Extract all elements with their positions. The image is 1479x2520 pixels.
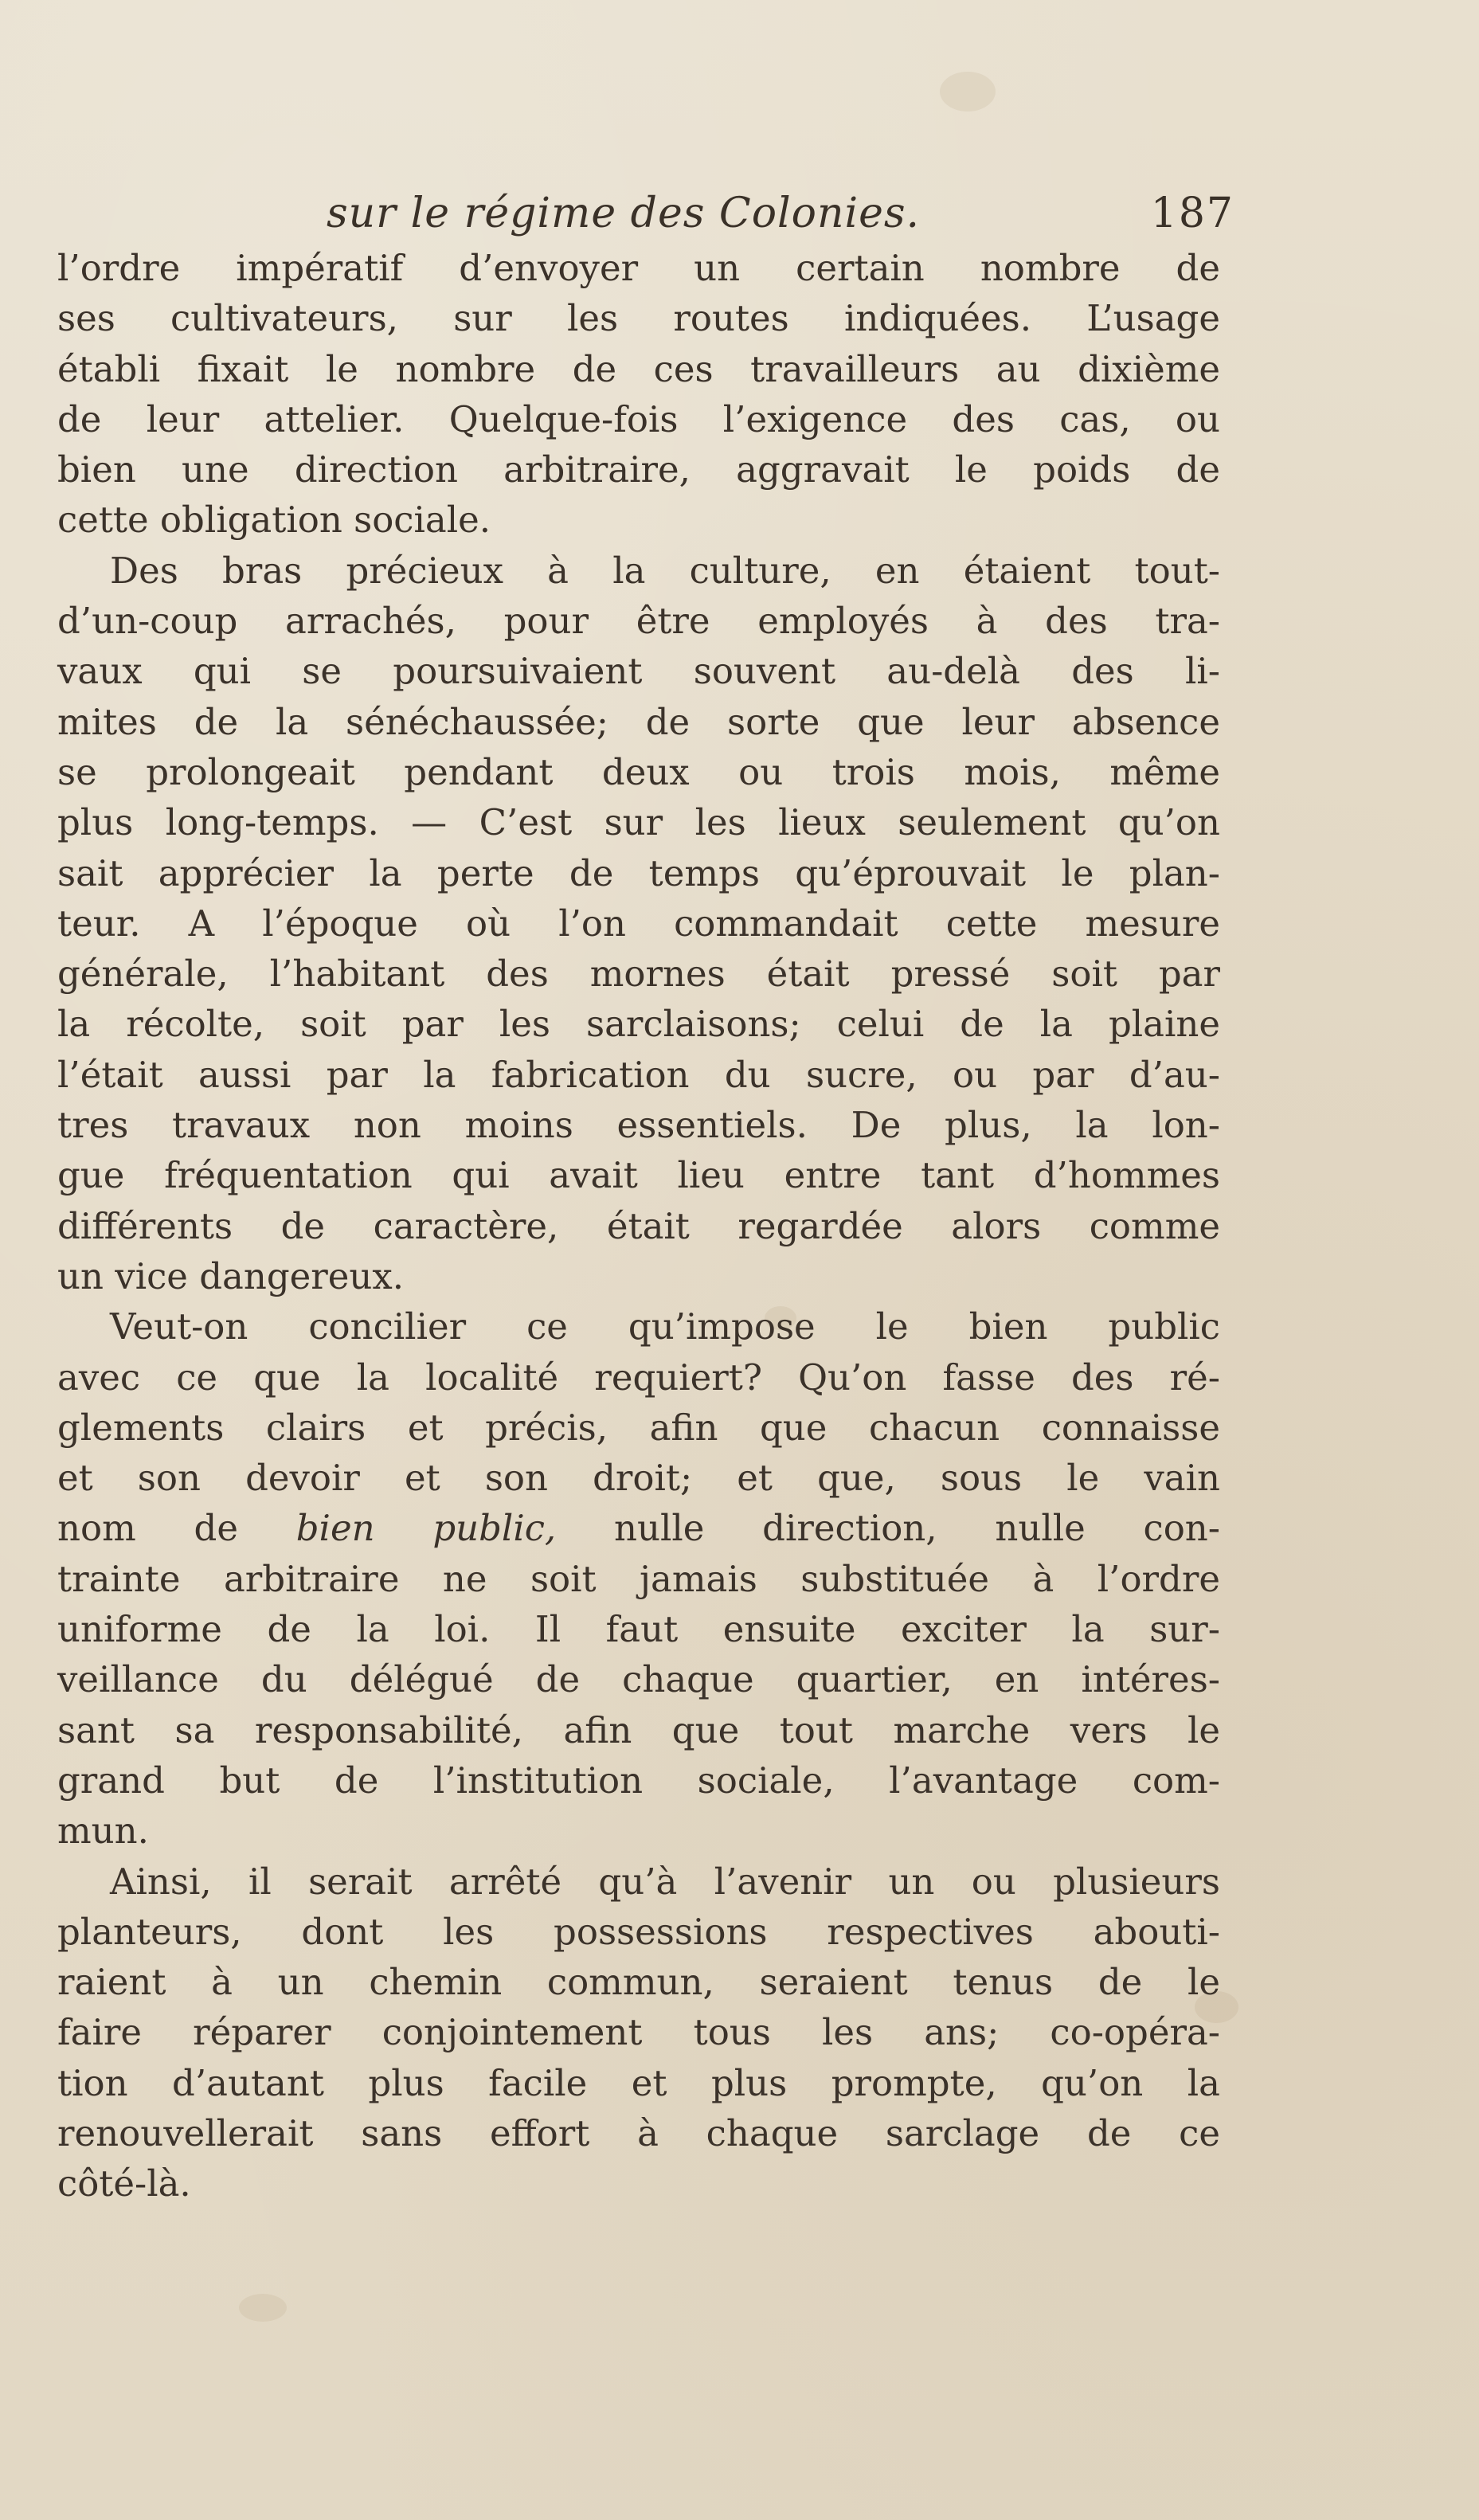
- text-line: bien une direction arbitraire, aggravait le poids de: [57, 448, 1220, 491]
- text-line: trainte arbitraire ne soit jamais substituée à l’ordre: [57, 1557, 1220, 1600]
- text-line: mites de la sénéchaussée; de sorte que leur absence: [57, 700, 1220, 743]
- paragraph-4: [57, 1857, 1220, 2209]
- text-line: Veut-on concilier ce qu’impose le bien public: [110, 1305, 1220, 1348]
- paper-stain: [239, 2294, 287, 2322]
- text-line: côté-là.: [57, 2162, 191, 2205]
- paragraph-2: [57, 546, 1220, 1301]
- text-line: Ainsi, il serait arrêté qu’à l’avenir un ou plusieurs: [110, 1860, 1220, 1903]
- text-run: nulle direction, nulle con-: [556, 1507, 1220, 1550]
- text-line-mixed: [57, 1503, 1220, 1553]
- text-line: planteurs, dont les possessions respectives abouti-: [57, 1910, 1220, 1953]
- text-line: mun.: [57, 1810, 149, 1853]
- text-line: un vice dangereux.: [57, 1254, 405, 1297]
- text-line: de leur attelier. Quelque-fois l’exigence des cas, ou: [57, 397, 1220, 440]
- text-line: raient à un chemin commun, seraient tenus de le: [57, 1961, 1220, 2004]
- text-line: tion d’autant plus facile et plus prompte, qu’on la: [57, 2061, 1220, 2104]
- text-line: d’un-coup arrachés, pour être employés à des tra-: [57, 600, 1220, 643]
- text-line: générale, l’habitant des mornes était pressé soit par: [57, 953, 1220, 996]
- running-title: sur le régime des Colonies.: [327, 190, 921, 237]
- paper-stain: [940, 72, 996, 112]
- text-line: faire réparer conjointement tous les ans; co-opéra-: [57, 2011, 1220, 2054]
- text-line: l’était aussi par la fabrication du sucre, ou par d’au-: [57, 1053, 1220, 1096]
- text-line: ses cultivateurs, sur les routes indiquées. L’usage: [57, 297, 1220, 340]
- text-line: tres travaux non moins essentiels. De plus, la lon-: [57, 1104, 1220, 1147]
- text-line: sant sa responsabilité, afin que tout marche vers le: [57, 1708, 1220, 1751]
- text-line: différents de caractère, était regardée alors comme: [57, 1204, 1220, 1247]
- text-line: grand but de l’institution sociale, l’avantage com-: [57, 1759, 1220, 1802]
- text-line: et son devoir et son droit; et que, sous le vain: [57, 1457, 1220, 1500]
- text-line: Des bras précieux à la culture, en étaient tout-: [110, 549, 1220, 592]
- text-line: uniforme de la loi. Il faut ensuite exciter la sur-: [57, 1608, 1220, 1651]
- text-line: plus long-temps. — C’est sur les lieux seulement qu’on: [57, 801, 1220, 844]
- text-run: nom de: [57, 1507, 296, 1550]
- text-line: renouvellerait sans effort à chaque sarclage de ce: [57, 2111, 1220, 2154]
- paragraph-1: [57, 243, 1220, 546]
- text-line: vaux qui se poursuivaient souvent au-delà des li-: [57, 650, 1220, 693]
- page-header: [327, 190, 1234, 245]
- body-text: [57, 243, 1220, 2209]
- text-line: cette obligation sociale.: [57, 499, 491, 542]
- text-line: l’ordre impératif d’envoyer un certain nombre de: [57, 247, 1220, 289]
- text-line: se prolongeait pendant deux ou trois mois, même: [57, 750, 1220, 793]
- text-line: la récolte, soit par les sarclaisons; celui de la plaine: [57, 1003, 1220, 1046]
- text-line: sait apprécier la perte de temps qu’éprouvait le plan-: [57, 851, 1220, 894]
- text-line: avec ce que la localité requiert? Qu’on fasse des ré-: [57, 1356, 1220, 1399]
- italic-phrase: bien public,: [295, 1507, 557, 1550]
- text-line: teur. A l’époque où l’on commandait cette mesure: [57, 902, 1220, 945]
- page-number: 187: [1150, 190, 1234, 237]
- text-line: gue fréquentation qui avait lieu entre tant d’hommes: [57, 1154, 1220, 1197]
- text-line: veillance du délégué de chaque quartier, en intéres-: [57, 1658, 1220, 1701]
- paragraph-3: [57, 1301, 1220, 1856]
- text-line: glements clairs et précis, afin que chacun connaisse: [57, 1406, 1220, 1449]
- text-line: établi fixait le nombre de ces travailleurs au dixième: [57, 347, 1220, 390]
